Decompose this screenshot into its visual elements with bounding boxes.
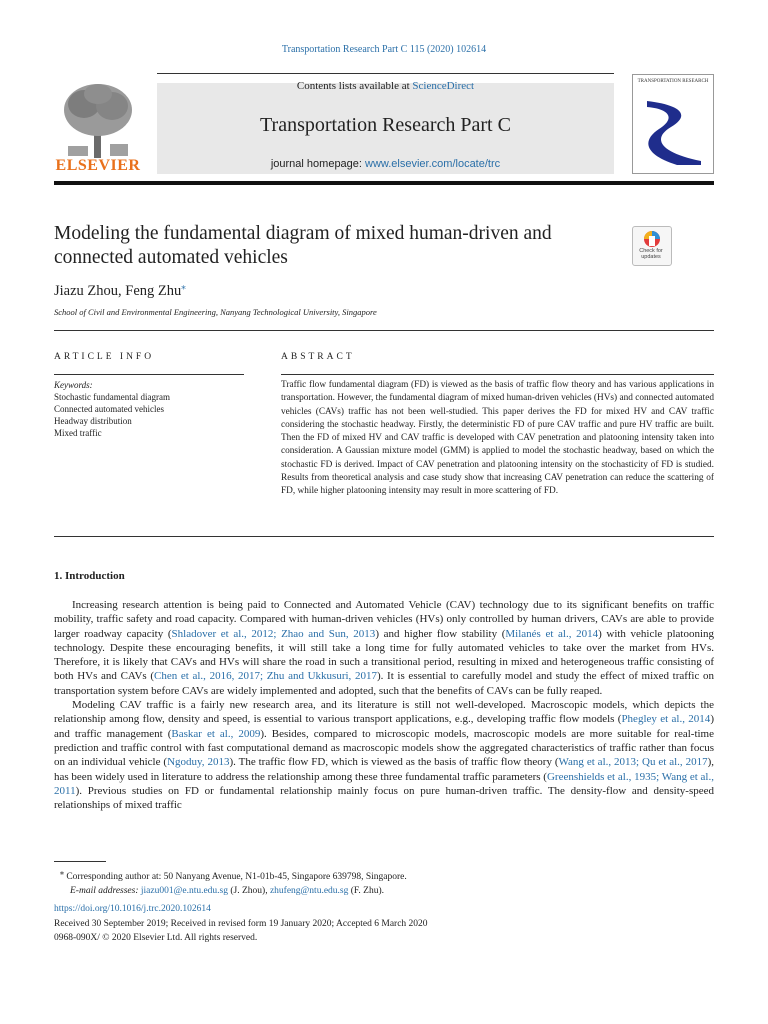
- copyright-line: 0968-090X/ © 2020 Elsevier Ltd. All rights reserved.: [54, 933, 258, 943]
- email-label: E-mail addresses:: [70, 886, 139, 897]
- elsevier-wordmark: ELSEVIER: [55, 157, 141, 174]
- keyword-item: Stochastic fundamental diagram: [54, 392, 170, 402]
- email-link[interactable]: jiazu001@e.ntu.edu.sg: [140, 886, 228, 897]
- body-text: ). The traffic flow FD, which is viewed as the basis of traffic flow theory (: [229, 756, 559, 769]
- footnote-line-1: [60, 866, 710, 884]
- introduction-heading: 1. Introduction: [54, 570, 125, 582]
- journal-cover-thumbnail[interactable]: [632, 74, 714, 174]
- cover-road-art: [641, 97, 705, 165]
- article-metadata: [54, 902, 714, 946]
- article-info-rule: [54, 374, 244, 375]
- keyword-item: Mixed traffic: [54, 428, 102, 438]
- keywords-heading: Keywords:: [54, 380, 93, 390]
- body-text: ) and higher flow stability (: [375, 627, 506, 640]
- journal-title: Transportation Research Part C: [260, 114, 511, 136]
- author-list: [54, 281, 186, 300]
- crossmark-icon: [633, 227, 671, 249]
- journal-homepage-line: [157, 158, 614, 170]
- introduction-body: [54, 598, 714, 812]
- body-text: Increasing research attention is being paid to Connected and Automated Vehicle (CAV) technology due to its significant benefits on traffic mobility, traffic safety and road capacity. Compared with human-driven vehicles (HVs) only controlled by human drivers, CAVs are able to provide larger roadway capacity (: [54, 599, 714, 640]
- intro-paragraph-2: [54, 698, 714, 812]
- body-text: Modeling CAV traffic is a fairly new research area, and its literature is still not well-developed. Macroscopic models, which depicts the relationship among flow, density and speed, is essential to various transport applications, e.g., developing traffic flow models (: [54, 699, 714, 726]
- intro-paragraph-1: [54, 598, 714, 698]
- journal-citation-link[interactable]: Transportation Research Part C 115 (2020) 102614: [281, 44, 487, 55]
- body-text: ). Previous studies on FD or fundamental relationship mainly focus on pure human-driven traffic. The density-flow and density-speed relationships of mixed traffic: [54, 784, 714, 812]
- body-text: ). It is essential to carefully model and study the effect of mixed traffic on transportation system before CAVs are widely implemented and adopted, such that the benefits of CAVs can be fully reaped.: [54, 670, 715, 697]
- corresponding-address: Corresponding author at: 50 Nanyang Avenue, N1-01b-45, Singapore 639798, Singapore.: [66, 872, 407, 883]
- doi-link[interactable]: https://doi.org/10.1016/j.trc.2020.102614: [54, 904, 211, 914]
- body-text: ), has been widely used in literature to address the relationship among these three fundamental traffic parameters (: [54, 756, 714, 783]
- check-for-updates-label: Check for updates: [639, 248, 663, 260]
- received-dates: Received 30 September 2019; Received in revised form 19 January 2020; Accepted 6 March 2020: [54, 918, 428, 929]
- author-names: Jiazu Zhou, Feng Zhu: [54, 282, 182, 299]
- keyword-item: Headway distribution: [54, 416, 132, 426]
- citation-link[interactable]: Milanés et al., 2014: [505, 627, 599, 640]
- body-text: ). Besides, compared to microscopic models, macroscopic models are more suitable for real-time prediction and traffic control with fast computational demand as macroscopic models show the aggregated characteristics of traffic rather than focus on an individual vehicle (: [54, 727, 714, 769]
- citation-link[interactable]: Wang et al., 2013; Qu et al., 2017: [558, 756, 708, 769]
- affiliation-rule: [54, 330, 714, 331]
- contents-prefix: Contents lists available at: [296, 80, 413, 92]
- author-affiliation: School of Civil and Environmental Engineering, Nanyang Technological University, Singapore: [54, 307, 377, 317]
- citation-link[interactable]: Baskar et al., 2009: [171, 727, 261, 740]
- keyword-item: Connected automated vehicles: [54, 404, 164, 414]
- header-bottom-rule: [54, 181, 714, 185]
- abstract-bottom-rule: [54, 536, 714, 537]
- citation-link[interactable]: Phegley et al., 2014: [621, 713, 711, 726]
- article-info-label: ARTICLE INFO: [54, 352, 155, 362]
- corresponding-author-footnote: [60, 866, 710, 898]
- header-top-rule: [157, 73, 614, 74]
- footnote-rule: [54, 861, 106, 862]
- footnote-marker: ⁎: [60, 868, 64, 877]
- check-for-updates-badge[interactable]: [632, 226, 672, 266]
- paper-title: Modeling the fundamental diagram of mixed human-driven and connected automated vehicles: [54, 223, 552, 268]
- corresponding-author-marker[interactable]: ⁎: [181, 281, 186, 291]
- citation-link[interactable]: Ngoduy, 2013: [167, 756, 230, 769]
- citation-link[interactable]: Greenshields et al., 1935; Wang et al., 2011: [54, 770, 714, 797]
- journal-homepage-link[interactable]: www.elsevier.com/locate/trc: [365, 158, 501, 170]
- citation-link[interactable]: Chen et al., 2016, 2017; Zhu and Ukkusuri, 2017: [154, 670, 377, 683]
- body-text: ) and traffic management (: [54, 713, 714, 740]
- cover-title: TRANSPORTATION RESEARCH: [637, 79, 709, 84]
- email-owner: (F. Zhu).: [350, 886, 385, 897]
- email-link[interactable]: zhufeng@ntu.edu.sg: [269, 886, 349, 897]
- abstract-rule: [281, 374, 714, 375]
- abstract-label: ABSTRACT: [281, 352, 355, 362]
- citation-link[interactable]: Shladover et al., 2012; Zhao and Sun, 2013: [171, 627, 376, 640]
- body-text: ) with vehicle platooning technology. Despite these encouraging benefits, it will still take a long time for fully automated vehicles to take over the market from HVs. Therefore, it is likely that CAVs and HVs will share the road in such a transitional period, resulting in mixed and heterogeneous traffic consisting of both HVs and CAVs (: [54, 627, 714, 683]
- contents-available-line: [157, 80, 614, 92]
- abstract-text: Traffic flow fundamental diagram (FD) is viewed as the basis of traffic flow theory and has various applications in transportation. However, the fundamental diagram of mixed human-driven vehicles (HVs) and connected automated vehicles (CAVs) traffic has not been well-studied. This paper derives the FD for mixed HV and CAV traffic considering the stochastic headway. Firstly, the deterministic FD of pure CAV traffic and pure HV traffic are built. Then the FD of mixed HV and CAV traffic is developed with CAV penetration and platooning intensity taken into consideration. A Gaussian mixture model (GMM) is applied to model the stochastic headway, based on which the stochastic FD is derived. Impact of CAV penetration and platooning intensity on the stochasticity of FD is studied. Results from theoretical analysis and case study show that increasing CAV penetration can reduce the scattering of FD, while higher platooning intensity may result in more scattering of FD.: [281, 380, 714, 497]
- email-owner: (J. Zhou),: [230, 886, 268, 897]
- homepage-prefix: journal homepage:: [270, 158, 366, 170]
- footnote-line-2: [60, 884, 710, 898]
- keywords-block: [54, 379, 244, 439]
- sciencedirect-link[interactable]: ScienceDirect: [412, 80, 475, 92]
